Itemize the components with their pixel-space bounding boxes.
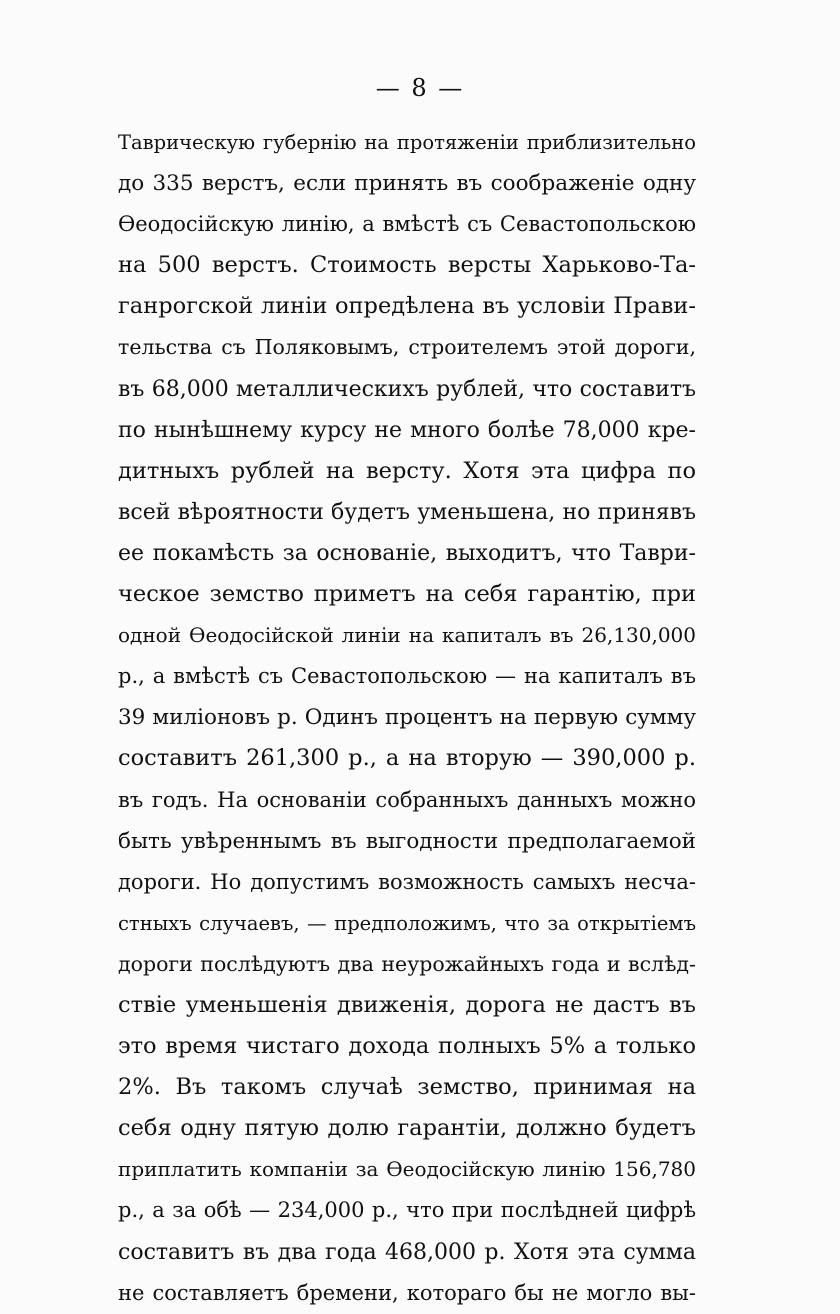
text-line: не составляетъ бремени, котораго бы не могло вы-: [118, 1280, 696, 1305]
text-line: всей вѣроятности будетъ уменьшена, но принявъ: [118, 499, 696, 525]
text-line: до 335 верстъ, если принять въ соображеніе одну: [118, 171, 696, 197]
text-line: дороги послѣдуютъ два неурожайныхъ года и вслѣд-: [118, 951, 696, 976]
text-line: 2%. Въ такомъ случаѣ земство, принимая на: [118, 1074, 696, 1101]
page-number: — 8 —: [375, 74, 465, 102]
text-line: на 500 верстъ. Стоимость версты Харьково-Та-: [118, 252, 696, 279]
text-line: Таврическую губернію на протяженіи приблизительно: [118, 131, 696, 154]
text-line: приплатить компаніи за Өеодосійскую линію 156,780: [118, 1157, 696, 1182]
text-line: 39 миліоновъ р. Одинъ процентъ на первую сумму: [118, 705, 696, 731]
text-line: это время чистаго дохода полныхъ 5% а только: [118, 1033, 696, 1060]
text-line: Өеодосійскую линію, а вмѣстѣ съ Севастопольскою: [118, 212, 696, 237]
text-line: ганрогской линіи опредѣлена въ условіи Прави-: [118, 293, 696, 320]
text-line: въ 68,000 металлическихъ рублей, что составитъ: [118, 376, 696, 402]
body-text: [118, 122, 696, 1314]
text-line: себя одну пятую долю гарантіи, должно будетъ: [118, 1115, 696, 1142]
text-line: по нынѣшнему курсу не много болѣе 78,000 кре-: [118, 417, 696, 443]
text-line: составитъ 261,300 р., а на вторую — 390,000 р.: [118, 745, 696, 772]
text-line: тельства съ Поляковымъ, строителемъ этой дороги,: [118, 335, 696, 360]
text-line: составитъ въ два года 468,000 р. Хотя эта сумма: [118, 1239, 696, 1265]
text-line: дороги. Но допустимъ возможность самыхъ несча-: [118, 869, 696, 894]
text-line: въ годъ. На основаніи собранныхъ данныхъ можно: [118, 787, 696, 812]
text-line: стныхъ случаевъ, — предположимъ, что за открытіемъ: [118, 911, 696, 935]
text-line: одной Өеодосійской линіи на капиталъ въ 26,130,000: [118, 623, 696, 648]
text-line: ее покамѣсть за основаніе, выходитъ, что Таври-: [118, 540, 696, 566]
text-line: дитныхъ рублей на версту. Хотя эта цифра по: [118, 457, 696, 484]
text-line: ческое земство приметъ на себя гарантію, при: [118, 581, 696, 608]
text-line: быть увѣреннымъ въ выгодности предполагаемой: [118, 828, 696, 854]
text-line: р., а вмѣстѣ съ Севастопольскою — на капиталъ въ: [118, 664, 696, 689]
text-line: ствіе уменьшенія движенія, дорога не дастъ въ: [118, 991, 696, 1018]
text-line: р., а за обѣ — 234,000 р., что при послѣдней цифрѣ: [118, 1198, 696, 1223]
